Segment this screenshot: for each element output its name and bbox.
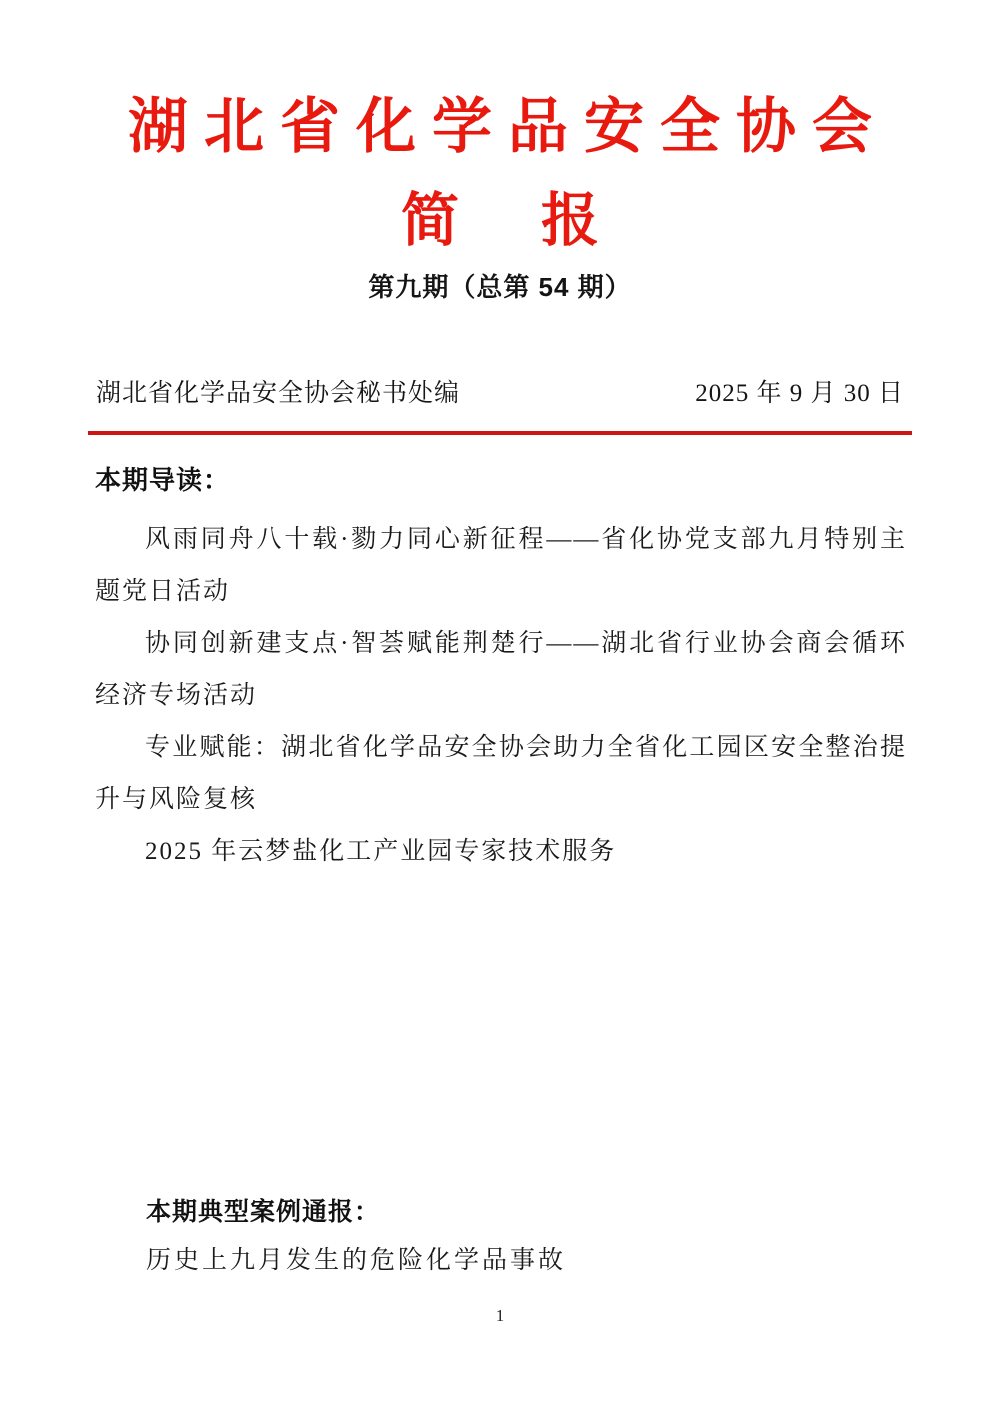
case-item: 历史上九月发生的危险化学品事故	[146, 1247, 567, 1274]
lead-item: 专业赋能：湖北省化学品安全协会助力全省化工园区安全整治提升与风险复核	[95, 734, 907, 813]
lead-item-list	[95, 514, 907, 878]
issue-number: 第九期（总第 54 期）	[368, 272, 632, 302]
page-number: 1	[495, 1306, 505, 1325]
bulletin-title: 简 报	[400, 188, 611, 253]
publish-date: 2025 年 9 月 30 日	[695, 380, 904, 407]
lead-item: 协同创新建支点·智荟赋能荆楚行——湖北省行业协会商会循环经济专场活动	[95, 630, 907, 709]
header-divider-rule	[88, 431, 912, 435]
byline-row	[96, 380, 904, 409]
organization-title: 湖北省化学品安全协会	[128, 94, 888, 160]
lead-item: 风雨同舟八十载·勠力同心新征程——省化协党支部九月特别主题党日活动	[95, 526, 907, 605]
lead-section-heading: 本期导读：	[95, 465, 231, 495]
editor-line: 湖北省化学品安全协会秘书处编	[96, 380, 461, 407]
lead-item: 2025 年云梦盐化工产业园专家技术服务	[145, 838, 617, 865]
case-section-heading: 本期典型案例通报：	[146, 1198, 381, 1226]
